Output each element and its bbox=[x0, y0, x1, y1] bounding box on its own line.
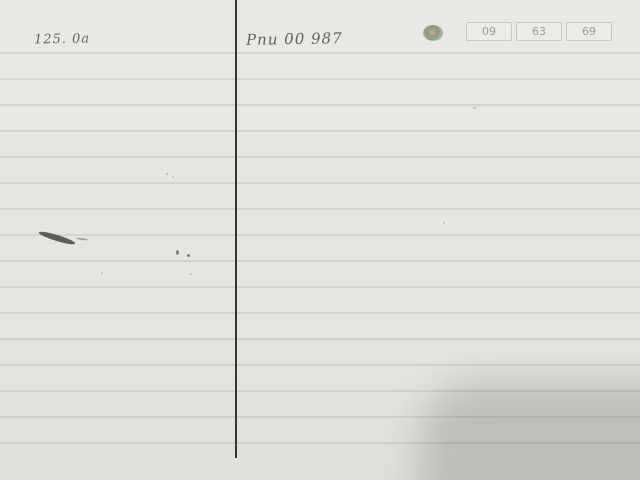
hand-shadow bbox=[420, 380, 640, 480]
rule-lines-group bbox=[0, 53, 640, 443]
ink-speck bbox=[473, 107, 476, 109]
number-box-1: 09 bbox=[466, 22, 512, 41]
number-box-2: 63 bbox=[516, 22, 562, 41]
ink-speck bbox=[101, 272, 103, 274]
left-handwritten-note: 125. 0a bbox=[33, 31, 91, 48]
stamp-icon bbox=[423, 25, 443, 41]
number-boxes bbox=[466, 22, 612, 41]
right-handwritten-note: Pnu 00 987 bbox=[245, 29, 343, 49]
ink-dot bbox=[187, 254, 190, 257]
ink-speck bbox=[166, 173, 168, 175]
ink-speck bbox=[172, 176, 174, 178]
pencil-smudge-trail bbox=[76, 237, 88, 241]
ink-dot bbox=[176, 250, 179, 255]
ink-speck bbox=[190, 273, 192, 275]
number-box-3: 69 bbox=[566, 22, 612, 41]
pencil-smudge bbox=[38, 230, 76, 247]
ink-speck bbox=[443, 222, 445, 224]
margin-line bbox=[235, 0, 237, 458]
